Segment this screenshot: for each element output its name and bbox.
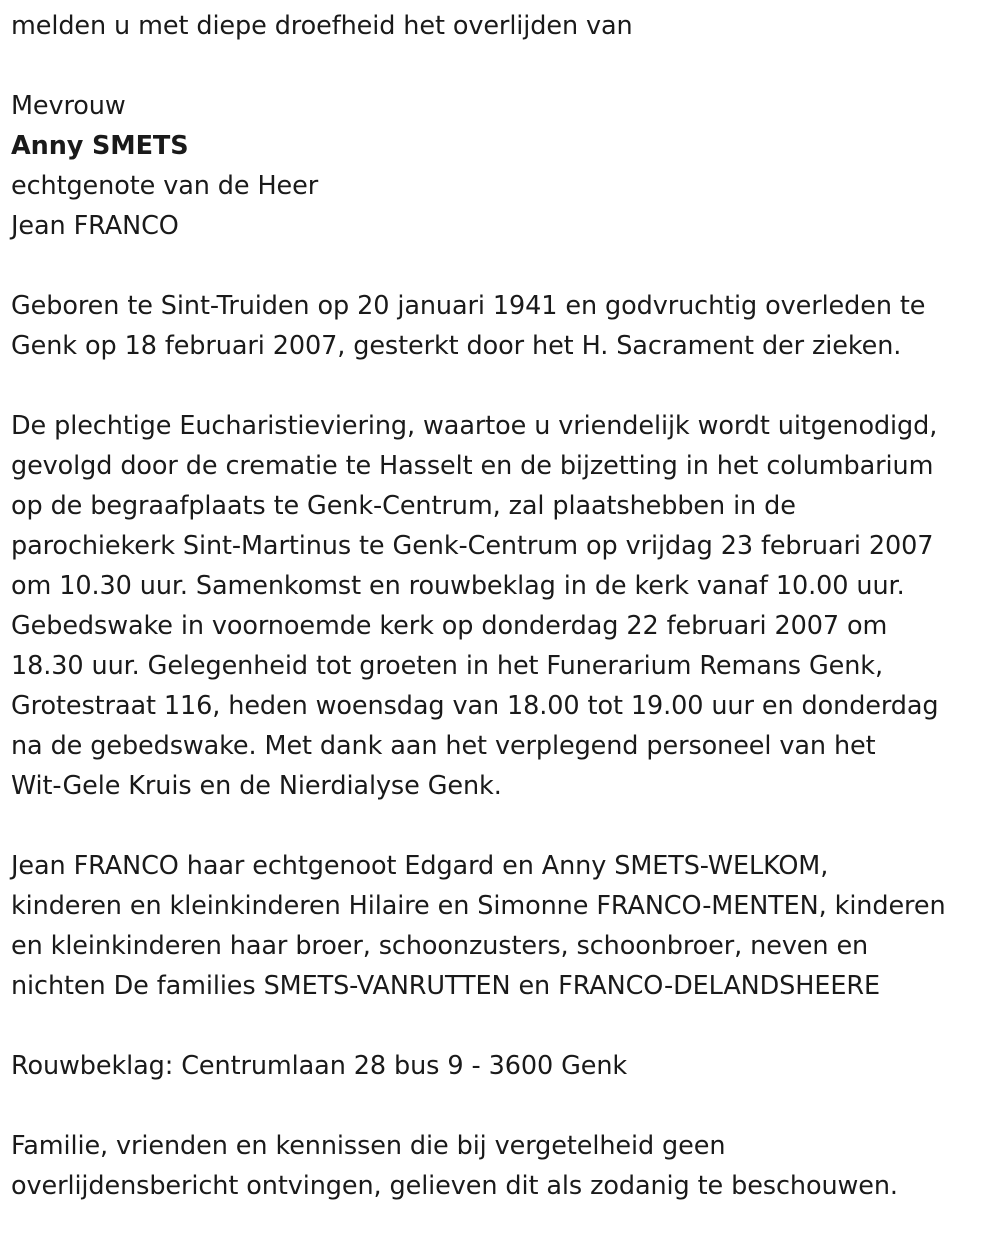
ceremony-paragraph: [11, 406, 996, 806]
family-paragraph: [11, 846, 996, 1006]
paragraph-line: Grotestraat 116, heden woensdag van 18.00 tot 19.00 uur en donderdag: [11, 691, 939, 721]
paragraph-line: Gebedswake in voornoemde kerk op donderdag 22 februari 2007 om: [11, 611, 888, 641]
paragraph-line: op de begraafplaats te Genk-Centrum, zal plaatshebben in de: [11, 491, 796, 521]
paragraph-line: Jean FRANCO haar echtgenoot Edgard en Anny SMETS-WELKOM,: [11, 851, 829, 881]
paragraph-line: Familie, vrienden en kennissen die bij vergetelheid geen: [11, 1131, 726, 1161]
relation-text: echtgenote van de Heer: [11, 171, 319, 201]
paragraph-line: parochiekerk Sint-Martinus te Genk-Centrum op vrijdag 23 februari 2007: [11, 531, 934, 561]
paragraph-line: gevolgd door de crematie te Hasselt en de bijzetting in het columbarium: [11, 451, 934, 481]
closing-paragraph: [11, 1126, 996, 1206]
paragraph-line: Genk op 18 februari 2007, gesterkt door het H. Sacrament der zieken.: [11, 331, 902, 361]
paragraph-line: Geboren te Sint-Truiden op 20 januari 1941 en godvruchtig overleden te: [11, 291, 926, 321]
paragraph-line: en kleinkinderen haar broer, schoonzusters, schoonbroer, neven en: [11, 931, 869, 961]
paragraph-line: kinderen en kleinkinderen Hilaire en Simonne FRANCO-MENTEN, kinderen: [11, 891, 946, 921]
spouse-name: Jean FRANCO: [11, 211, 179, 241]
paragraph-line: Wit-Gele Kruis en de Nierdialyse Genk.: [11, 771, 502, 801]
condolence-address: Rouwbeklag: Centrumlaan 28 bus 9 - 3600 Genk: [11, 1051, 628, 1081]
birth-death-paragraph: [11, 286, 996, 366]
intro-text: melden u met diepe droefheid het overlijden van: [11, 11, 633, 41]
deceased-name: Anny SMETS: [11, 131, 189, 161]
title-prefix: Mevrouw: [11, 91, 126, 121]
paragraph-line: nichten De families SMETS-VANRUTTEN en FRANCO-DELANDSHEERE: [11, 971, 880, 1001]
paragraph-line: De plechtige Eucharistieviering, waartoe u vriendelijk wordt uitgenodigd,: [11, 411, 938, 441]
paragraph-line: na de gebedswake. Met dank aan het verplegend personeel van het: [11, 731, 876, 761]
paragraph-line: om 10.30 uur. Samenkomst en rouwbeklag in de kerk vanaf 10.00 uur.: [11, 571, 905, 601]
paragraph-line: overlijdensbericht ontvingen, gelieven dit als zodanig te beschouwen.: [11, 1171, 898, 1201]
paragraph-line: 18.30 uur. Gelegenheid tot groeten in het Funerarium Remans Genk,: [11, 651, 883, 681]
